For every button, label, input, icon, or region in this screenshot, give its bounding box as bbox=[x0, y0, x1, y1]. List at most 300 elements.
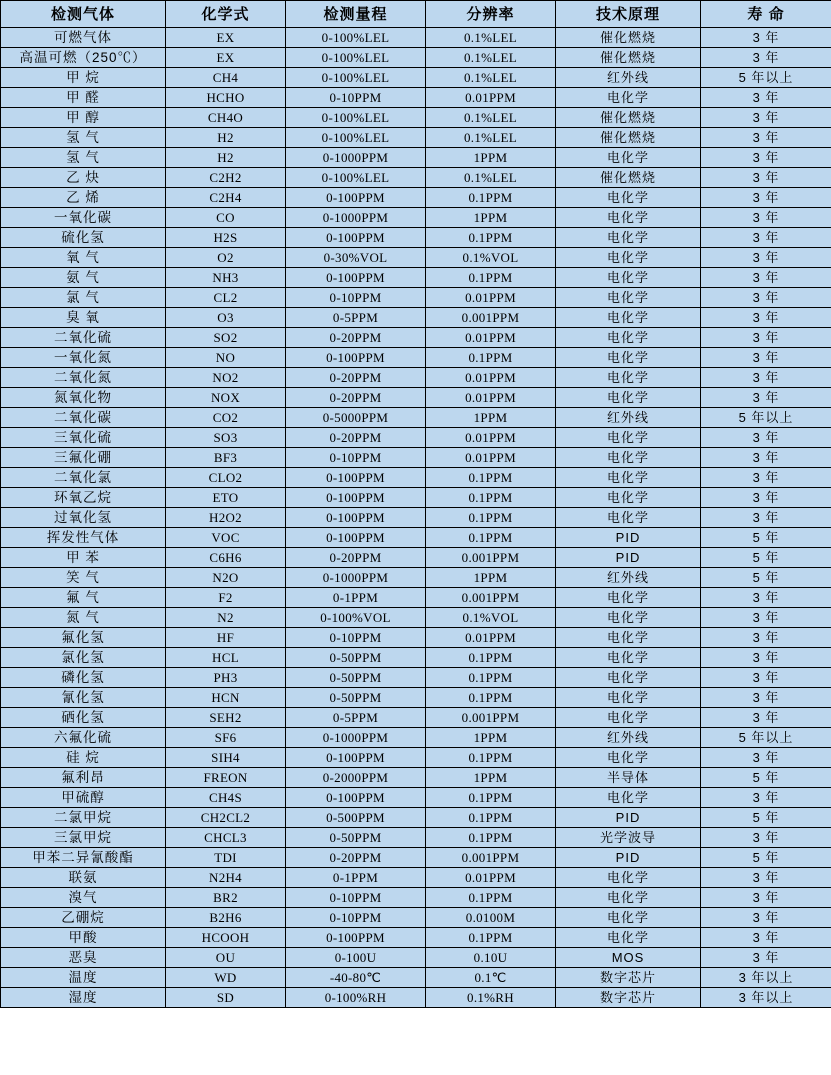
cell-resolution: 0.1PPM bbox=[426, 488, 556, 508]
cell-detection-range: 0-100PPM bbox=[286, 748, 426, 768]
cell-gas-name: 氮氧化物 bbox=[1, 388, 166, 408]
cell-resolution: 0.1PPM bbox=[426, 688, 556, 708]
cell-technical-principle: 电化学 bbox=[556, 328, 701, 348]
cell-technical-principle: 催化燃烧 bbox=[556, 128, 701, 148]
cell-chemical-formula: C2H2 bbox=[166, 168, 286, 188]
cell-resolution: 0.01PPM bbox=[426, 388, 556, 408]
cell-detection-range: 0-100U bbox=[286, 948, 426, 968]
cell-resolution: 0.01PPM bbox=[426, 628, 556, 648]
cell-technical-principle: MOS bbox=[556, 948, 701, 968]
cell-chemical-formula: F2 bbox=[166, 588, 286, 608]
cell-chemical-formula: HCN bbox=[166, 688, 286, 708]
cell-gas-name: 二氯甲烷 bbox=[1, 808, 166, 828]
cell-gas-name: 二氧化氮 bbox=[1, 368, 166, 388]
cell-gas-name: 氟化氢 bbox=[1, 628, 166, 648]
table-row bbox=[1, 208, 831, 228]
cell-gas-name: 二氧化氯 bbox=[1, 468, 166, 488]
cell-chemical-formula: NOX bbox=[166, 388, 286, 408]
table-row bbox=[1, 628, 831, 648]
cell-technical-principle: 电化学 bbox=[556, 748, 701, 768]
cell-technical-principle: 电化学 bbox=[556, 888, 701, 908]
cell-resolution: 0.1%VOL bbox=[426, 608, 556, 628]
cell-resolution: 1PPM bbox=[426, 408, 556, 428]
cell-detection-range: 0-50PPM bbox=[286, 688, 426, 708]
column-header-gas-name: 检测气体 bbox=[1, 1, 166, 28]
table-row bbox=[1, 128, 831, 148]
table-row bbox=[1, 188, 831, 208]
cell-technical-principle: 电化学 bbox=[556, 288, 701, 308]
cell-chemical-formula: FREON bbox=[166, 768, 286, 788]
cell-gas-name: 磷化氢 bbox=[1, 668, 166, 688]
cell-chemical-formula: NO bbox=[166, 348, 286, 368]
cell-technical-principle: 红外线 bbox=[556, 568, 701, 588]
cell-lifespan: 3 年 bbox=[701, 588, 831, 608]
cell-lifespan: 3 年 bbox=[701, 508, 831, 528]
cell-gas-name: 联氨 bbox=[1, 868, 166, 888]
header-row bbox=[1, 1, 831, 28]
cell-gas-name: 甲 醇 bbox=[1, 108, 166, 128]
cell-resolution: 1PPM bbox=[426, 728, 556, 748]
cell-chemical-formula: EX bbox=[166, 28, 286, 48]
table-row bbox=[1, 708, 831, 728]
table-row bbox=[1, 768, 831, 788]
table-row bbox=[1, 288, 831, 308]
cell-gas-name: 环氧乙烷 bbox=[1, 488, 166, 508]
cell-detection-range: 0-100PPM bbox=[286, 348, 426, 368]
table-row bbox=[1, 148, 831, 168]
cell-technical-principle: 电化学 bbox=[556, 628, 701, 648]
cell-detection-range: 0-100PPM bbox=[286, 188, 426, 208]
cell-technical-principle: 电化学 bbox=[556, 868, 701, 888]
cell-technical-principle: 电化学 bbox=[556, 308, 701, 328]
cell-gas-name: 氯化氢 bbox=[1, 648, 166, 668]
cell-detection-range: 0-1PPM bbox=[286, 868, 426, 888]
cell-detection-range: 0-10PPM bbox=[286, 288, 426, 308]
cell-lifespan: 3 年 bbox=[701, 708, 831, 728]
cell-gas-name: 硫化氢 bbox=[1, 228, 166, 248]
cell-detection-range: 0-10PPM bbox=[286, 88, 426, 108]
cell-resolution: 0.1PPM bbox=[426, 528, 556, 548]
cell-gas-name: 二氧化硫 bbox=[1, 328, 166, 348]
cell-chemical-formula: SF6 bbox=[166, 728, 286, 748]
cell-gas-name: 硒化氢 bbox=[1, 708, 166, 728]
table-row bbox=[1, 908, 831, 928]
table-row bbox=[1, 508, 831, 528]
cell-chemical-formula: N2O bbox=[166, 568, 286, 588]
cell-resolution: 0.1PPM bbox=[426, 888, 556, 908]
cell-detection-range: 0-20PPM bbox=[286, 388, 426, 408]
cell-detection-range: 0-2000PPM bbox=[286, 768, 426, 788]
cell-resolution: 0.1PPM bbox=[426, 668, 556, 688]
cell-detection-range: -40-80℃ bbox=[286, 968, 426, 988]
table-row bbox=[1, 988, 831, 1008]
cell-detection-range: 0-50PPM bbox=[286, 648, 426, 668]
cell-resolution: 0.1PPM bbox=[426, 648, 556, 668]
table-row bbox=[1, 48, 831, 68]
cell-chemical-formula: CL2 bbox=[166, 288, 286, 308]
cell-chemical-formula: PH3 bbox=[166, 668, 286, 688]
cell-technical-principle: 电化学 bbox=[556, 468, 701, 488]
cell-detection-range: 0-10PPM bbox=[286, 888, 426, 908]
cell-detection-range: 0-1000PPM bbox=[286, 208, 426, 228]
cell-resolution: 0.0100M bbox=[426, 908, 556, 928]
cell-lifespan: 3 年 bbox=[701, 928, 831, 948]
cell-resolution: 0.1PPM bbox=[426, 188, 556, 208]
cell-technical-principle: 红外线 bbox=[556, 408, 701, 428]
table-row bbox=[1, 928, 831, 948]
cell-gas-name: 湿度 bbox=[1, 988, 166, 1008]
cell-resolution: 0.1%LEL bbox=[426, 48, 556, 68]
table-row bbox=[1, 308, 831, 328]
cell-detection-range: 0-100PPM bbox=[286, 268, 426, 288]
table-row bbox=[1, 608, 831, 628]
cell-lifespan: 3 年 bbox=[701, 108, 831, 128]
cell-chemical-formula: HF bbox=[166, 628, 286, 648]
cell-gas-name: 氢 气 bbox=[1, 148, 166, 168]
cell-gas-name: 三氧化硫 bbox=[1, 428, 166, 448]
cell-lifespan: 3 年 bbox=[701, 688, 831, 708]
cell-detection-range: 0-10PPM bbox=[286, 628, 426, 648]
cell-detection-range: 0-20PPM bbox=[286, 848, 426, 868]
cell-chemical-formula: VOC bbox=[166, 528, 286, 548]
cell-technical-principle: 催化燃烧 bbox=[556, 108, 701, 128]
cell-detection-range: 0-500PPM bbox=[286, 808, 426, 828]
cell-resolution: 0.1PPM bbox=[426, 348, 556, 368]
table-row bbox=[1, 108, 831, 128]
cell-gas-name: 乙硼烷 bbox=[1, 908, 166, 928]
table-row bbox=[1, 948, 831, 968]
cell-chemical-formula: CHCL3 bbox=[166, 828, 286, 848]
table-row bbox=[1, 328, 831, 348]
cell-gas-name: 过氧化氢 bbox=[1, 508, 166, 528]
cell-lifespan: 3 年 bbox=[701, 748, 831, 768]
cell-technical-principle: 电化学 bbox=[556, 928, 701, 948]
cell-chemical-formula: EX bbox=[166, 48, 286, 68]
cell-resolution: 0.001PPM bbox=[426, 848, 556, 868]
cell-chemical-formula: ETO bbox=[166, 488, 286, 508]
table-row bbox=[1, 888, 831, 908]
cell-resolution: 0.1PPM bbox=[426, 928, 556, 948]
cell-resolution: 0.01PPM bbox=[426, 88, 556, 108]
cell-lifespan: 3 年 bbox=[701, 88, 831, 108]
cell-gas-name: 恶臭 bbox=[1, 948, 166, 968]
cell-resolution: 0.10U bbox=[426, 948, 556, 968]
cell-technical-principle: 电化学 bbox=[556, 268, 701, 288]
cell-gas-name: 氧 气 bbox=[1, 248, 166, 268]
column-header-lifespan: 寿 命 bbox=[701, 1, 831, 28]
cell-lifespan: 3 年 bbox=[701, 948, 831, 968]
cell-resolution: 0.1PPM bbox=[426, 748, 556, 768]
cell-gas-name: 二氧化碳 bbox=[1, 408, 166, 428]
cell-technical-principle: 数字芯片 bbox=[556, 968, 701, 988]
cell-detection-range: 0-100PPM bbox=[286, 928, 426, 948]
cell-chemical-formula: NH3 bbox=[166, 268, 286, 288]
cell-detection-range: 0-100PPM bbox=[286, 488, 426, 508]
cell-gas-name: 高温可燃（250℃） bbox=[1, 48, 166, 68]
cell-resolution: 0.1PPM bbox=[426, 268, 556, 288]
cell-chemical-formula: SO2 bbox=[166, 328, 286, 348]
cell-gas-name: 甲酸 bbox=[1, 928, 166, 948]
cell-lifespan: 3 年以上 bbox=[701, 968, 831, 988]
cell-technical-principle: 电化学 bbox=[556, 208, 701, 228]
cell-gas-name: 甲硫醇 bbox=[1, 788, 166, 808]
cell-lifespan: 3 年 bbox=[701, 908, 831, 928]
cell-technical-principle: 电化学 bbox=[556, 588, 701, 608]
cell-lifespan: 3 年 bbox=[701, 468, 831, 488]
cell-technical-principle: 电化学 bbox=[556, 248, 701, 268]
cell-gas-name: 一氧化碳 bbox=[1, 208, 166, 228]
cell-lifespan: 5 年以上 bbox=[701, 728, 831, 748]
cell-lifespan: 3 年 bbox=[701, 328, 831, 348]
cell-chemical-formula: SD bbox=[166, 988, 286, 1008]
cell-detection-range: 0-100%LEL bbox=[286, 28, 426, 48]
cell-gas-name: 甲 醛 bbox=[1, 88, 166, 108]
cell-detection-range: 0-100%LEL bbox=[286, 168, 426, 188]
cell-technical-principle: 电化学 bbox=[556, 388, 701, 408]
table-row bbox=[1, 548, 831, 568]
cell-technical-principle: PID bbox=[556, 548, 701, 568]
cell-lifespan: 3 年 bbox=[701, 368, 831, 388]
cell-chemical-formula: OU bbox=[166, 948, 286, 968]
cell-lifespan: 3 年 bbox=[701, 228, 831, 248]
cell-lifespan: 5 年以上 bbox=[701, 68, 831, 88]
cell-detection-range: 0-100%LEL bbox=[286, 68, 426, 88]
cell-technical-principle: 电化学 bbox=[556, 448, 701, 468]
cell-lifespan: 3 年以上 bbox=[701, 988, 831, 1008]
cell-gas-name: 氟利昂 bbox=[1, 768, 166, 788]
cell-technical-principle: 电化学 bbox=[556, 428, 701, 448]
cell-chemical-formula: H2 bbox=[166, 128, 286, 148]
cell-lifespan: 3 年 bbox=[701, 868, 831, 888]
table-row bbox=[1, 788, 831, 808]
cell-resolution: 0.001PPM bbox=[426, 588, 556, 608]
cell-gas-name: 乙 烯 bbox=[1, 188, 166, 208]
cell-technical-principle: 电化学 bbox=[556, 608, 701, 628]
table-row bbox=[1, 728, 831, 748]
table-row bbox=[1, 648, 831, 668]
cell-chemical-formula: C2H4 bbox=[166, 188, 286, 208]
cell-resolution: 0.1%LEL bbox=[426, 28, 556, 48]
cell-detection-range: 0-20PPM bbox=[286, 368, 426, 388]
cell-technical-principle: 电化学 bbox=[556, 368, 701, 388]
table-row bbox=[1, 968, 831, 988]
cell-lifespan: 3 年 bbox=[701, 428, 831, 448]
table-row bbox=[1, 688, 831, 708]
cell-resolution: 0.1PPM bbox=[426, 808, 556, 828]
cell-resolution: 0.1%LEL bbox=[426, 108, 556, 128]
cell-resolution: 0.01PPM bbox=[426, 328, 556, 348]
cell-resolution: 0.01PPM bbox=[426, 368, 556, 388]
cell-chemical-formula: C6H6 bbox=[166, 548, 286, 568]
column-header-resolution: 分辨率 bbox=[426, 1, 556, 28]
cell-detection-range: 0-10PPM bbox=[286, 908, 426, 928]
cell-lifespan: 3 年 bbox=[701, 448, 831, 468]
column-header-detection-range: 检测量程 bbox=[286, 1, 426, 28]
cell-resolution: 0.01PPM bbox=[426, 428, 556, 448]
cell-lifespan: 3 年 bbox=[701, 128, 831, 148]
cell-resolution: 0.001PPM bbox=[426, 548, 556, 568]
cell-detection-range: 0-100PPM bbox=[286, 468, 426, 488]
cell-detection-range: 0-1000PPM bbox=[286, 728, 426, 748]
cell-chemical-formula: H2 bbox=[166, 148, 286, 168]
cell-detection-range: 0-30%VOL bbox=[286, 248, 426, 268]
table-header bbox=[1, 1, 831, 28]
cell-gas-name: 可燃气体 bbox=[1, 28, 166, 48]
cell-gas-name: 氨 气 bbox=[1, 268, 166, 288]
cell-detection-range: 0-5PPM bbox=[286, 708, 426, 728]
cell-chemical-formula: CH4 bbox=[166, 68, 286, 88]
cell-detection-range: 0-100%LEL bbox=[286, 108, 426, 128]
cell-lifespan: 3 年 bbox=[701, 208, 831, 228]
cell-resolution: 0.1℃ bbox=[426, 968, 556, 988]
table-row bbox=[1, 88, 831, 108]
cell-gas-name: 溴气 bbox=[1, 888, 166, 908]
cell-chemical-formula: H2S bbox=[166, 228, 286, 248]
cell-gas-name: 甲苯二异氰酸酯 bbox=[1, 848, 166, 868]
cell-lifespan: 3 年 bbox=[701, 308, 831, 328]
cell-detection-range: 0-5000PPM bbox=[286, 408, 426, 428]
cell-technical-principle: 催化燃烧 bbox=[556, 28, 701, 48]
table-row bbox=[1, 348, 831, 368]
cell-chemical-formula: O3 bbox=[166, 308, 286, 328]
cell-resolution: 0.1PPM bbox=[426, 468, 556, 488]
cell-gas-name: 笑 气 bbox=[1, 568, 166, 588]
cell-resolution: 0.01PPM bbox=[426, 448, 556, 468]
cell-lifespan: 3 年 bbox=[701, 628, 831, 648]
cell-gas-name: 甲 苯 bbox=[1, 548, 166, 568]
cell-lifespan: 3 年 bbox=[701, 608, 831, 628]
cell-gas-name: 氯 气 bbox=[1, 288, 166, 308]
cell-detection-range: 0-20PPM bbox=[286, 548, 426, 568]
table-row bbox=[1, 248, 831, 268]
cell-technical-principle: 电化学 bbox=[556, 348, 701, 368]
cell-chemical-formula: CLO2 bbox=[166, 468, 286, 488]
cell-technical-principle: 电化学 bbox=[556, 648, 701, 668]
column-header-chemical-formula: 化学式 bbox=[166, 1, 286, 28]
cell-detection-range: 0-50PPM bbox=[286, 668, 426, 688]
table-row bbox=[1, 408, 831, 428]
cell-lifespan: 3 年 bbox=[701, 788, 831, 808]
cell-technical-principle: 电化学 bbox=[556, 908, 701, 928]
cell-technical-principle: PID bbox=[556, 848, 701, 868]
cell-gas-name: 六氟化硫 bbox=[1, 728, 166, 748]
cell-resolution: 0.1%VOL bbox=[426, 248, 556, 268]
cell-detection-range: 0-100%LEL bbox=[286, 128, 426, 148]
cell-resolution: 1PPM bbox=[426, 768, 556, 788]
cell-technical-principle: 数字芯片 bbox=[556, 988, 701, 1008]
table-row bbox=[1, 228, 831, 248]
cell-chemical-formula: CH4O bbox=[166, 108, 286, 128]
cell-technical-principle: 催化燃烧 bbox=[556, 168, 701, 188]
cell-lifespan: 3 年 bbox=[701, 488, 831, 508]
cell-detection-range: 0-1PPM bbox=[286, 588, 426, 608]
cell-chemical-formula: HCL bbox=[166, 648, 286, 668]
cell-lifespan: 3 年 bbox=[701, 188, 831, 208]
table-row bbox=[1, 488, 831, 508]
cell-detection-range: 0-20PPM bbox=[286, 328, 426, 348]
table-row bbox=[1, 68, 831, 88]
cell-technical-principle: 电化学 bbox=[556, 788, 701, 808]
cell-technical-principle: 红外线 bbox=[556, 728, 701, 748]
cell-detection-range: 0-100PPM bbox=[286, 228, 426, 248]
cell-resolution: 0.001PPM bbox=[426, 308, 556, 328]
cell-lifespan: 3 年 bbox=[701, 648, 831, 668]
cell-technical-principle: 电化学 bbox=[556, 188, 701, 208]
cell-lifespan: 5 年 bbox=[701, 808, 831, 828]
cell-chemical-formula: CH4S bbox=[166, 788, 286, 808]
cell-chemical-formula: CO bbox=[166, 208, 286, 228]
cell-lifespan: 5 年 bbox=[701, 568, 831, 588]
cell-lifespan: 3 年 bbox=[701, 888, 831, 908]
cell-gas-name: 硅 烷 bbox=[1, 748, 166, 768]
cell-lifespan: 5 年以上 bbox=[701, 408, 831, 428]
cell-resolution: 1PPM bbox=[426, 148, 556, 168]
cell-detection-range: 0-10PPM bbox=[286, 448, 426, 468]
cell-chemical-formula: TDI bbox=[166, 848, 286, 868]
table-row bbox=[1, 808, 831, 828]
cell-chemical-formula: O2 bbox=[166, 248, 286, 268]
cell-lifespan: 3 年 bbox=[701, 148, 831, 168]
table-row bbox=[1, 848, 831, 868]
column-header-technical-principle: 技术原理 bbox=[556, 1, 701, 28]
cell-gas-name: 温度 bbox=[1, 968, 166, 988]
cell-technical-principle: PID bbox=[556, 528, 701, 548]
table-row bbox=[1, 168, 831, 188]
cell-gas-name: 三氟化硼 bbox=[1, 448, 166, 468]
cell-chemical-formula: SO3 bbox=[166, 428, 286, 448]
cell-technical-principle: 电化学 bbox=[556, 488, 701, 508]
cell-lifespan: 5 年 bbox=[701, 548, 831, 568]
table-row bbox=[1, 588, 831, 608]
cell-technical-principle: 电化学 bbox=[556, 228, 701, 248]
cell-lifespan: 3 年 bbox=[701, 48, 831, 68]
cell-detection-range: 0-20PPM bbox=[286, 428, 426, 448]
cell-technical-principle: PID bbox=[556, 808, 701, 828]
cell-detection-range: 0-1000PPM bbox=[286, 568, 426, 588]
table-row bbox=[1, 668, 831, 688]
cell-detection-range: 0-100PPM bbox=[286, 528, 426, 548]
cell-chemical-formula: HCHO bbox=[166, 88, 286, 108]
table-row bbox=[1, 448, 831, 468]
cell-gas-name: 氟 气 bbox=[1, 588, 166, 608]
cell-resolution: 1PPM bbox=[426, 568, 556, 588]
cell-technical-principle: 电化学 bbox=[556, 668, 701, 688]
table-body bbox=[1, 28, 831, 1008]
cell-resolution: 0.1%RH bbox=[426, 988, 556, 1008]
cell-detection-range: 0-5PPM bbox=[286, 308, 426, 328]
cell-gas-name: 乙 炔 bbox=[1, 168, 166, 188]
cell-technical-principle: 光学波导 bbox=[556, 828, 701, 848]
table-row bbox=[1, 528, 831, 548]
table-row bbox=[1, 568, 831, 588]
table-row bbox=[1, 28, 831, 48]
cell-chemical-formula: H2O2 bbox=[166, 508, 286, 528]
cell-chemical-formula: SEH2 bbox=[166, 708, 286, 728]
cell-chemical-formula: B2H6 bbox=[166, 908, 286, 928]
cell-chemical-formula: CO2 bbox=[166, 408, 286, 428]
cell-detection-range: 0-100PPM bbox=[286, 788, 426, 808]
cell-resolution: 0.1PPM bbox=[426, 828, 556, 848]
cell-lifespan: 5 年 bbox=[701, 528, 831, 548]
cell-gas-name: 甲 烷 bbox=[1, 68, 166, 88]
cell-detection-range: 0-100PPM bbox=[286, 508, 426, 528]
cell-chemical-formula: CH2CL2 bbox=[166, 808, 286, 828]
cell-gas-name: 氰化氢 bbox=[1, 688, 166, 708]
cell-resolution: 0.001PPM bbox=[426, 708, 556, 728]
cell-technical-principle: 半导体 bbox=[556, 768, 701, 788]
cell-lifespan: 3 年 bbox=[701, 828, 831, 848]
cell-technical-principle: 催化燃烧 bbox=[556, 48, 701, 68]
